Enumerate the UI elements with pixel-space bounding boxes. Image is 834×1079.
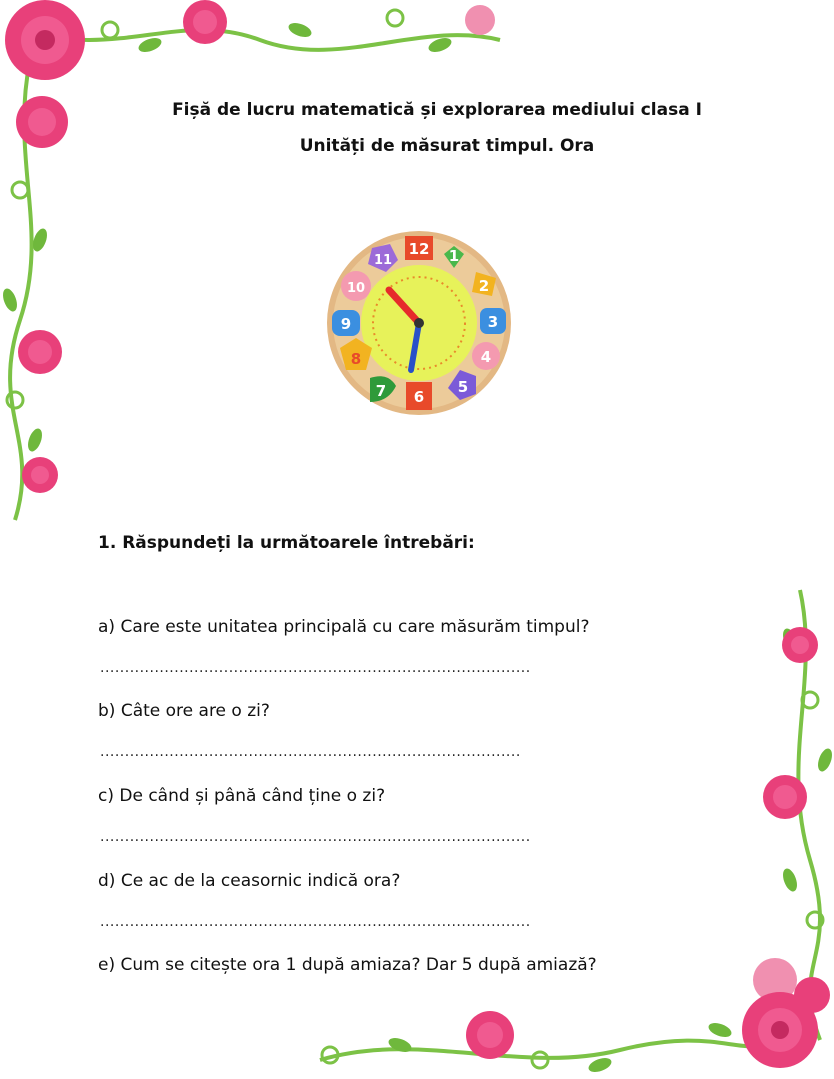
question-d: d) Ce ac de la ceasornic indică ora? — [98, 871, 401, 891]
clock-illustration — [326, 230, 512, 416]
clock-number: 12 — [408, 240, 430, 258]
clock-number: 6 — [413, 388, 425, 406]
question-b: b) Câte ore are o zi? — [98, 701, 270, 721]
clock-number: 7 — [375, 382, 387, 400]
clock-number: 2 — [478, 277, 490, 295]
clock-number: 11 — [373, 253, 393, 268]
clock-number: 5 — [457, 378, 469, 396]
clock-number: 3 — [487, 313, 499, 331]
page-subtitle: Unități de măsurat timpul. Ora — [299, 136, 595, 156]
clock-number: 4 — [480, 348, 492, 366]
answer-line-d[interactable]: ....................................................................................... — [100, 914, 531, 930]
answer-line-b[interactable]: ..................................................................................... — [100, 744, 521, 760]
clock-number: 9 — [340, 315, 352, 333]
question-c: c) De când și până când ține o zi? — [98, 786, 386, 806]
clock-number: 10 — [346, 281, 366, 296]
question-a: a) Care este unitatea principală cu care măsurăm timpul? — [98, 617, 590, 637]
clock-number: 1 — [448, 247, 460, 265]
page-title: Fișă de lucru matematică și explorarea mediului clasa I — [172, 100, 702, 120]
answer-line-a[interactable]: ....................................................................................... — [100, 660, 531, 676]
section-heading: 1. Răspundeți la următoarele întrebări: — [98, 533, 475, 553]
answer-line-c[interactable]: ....................................................................................... — [100, 829, 531, 845]
question-e: e) Cum se citește ora 1 după amiaza? Dar 5 după amiază? — [98, 955, 597, 975]
clock-number: 8 — [350, 350, 362, 368]
